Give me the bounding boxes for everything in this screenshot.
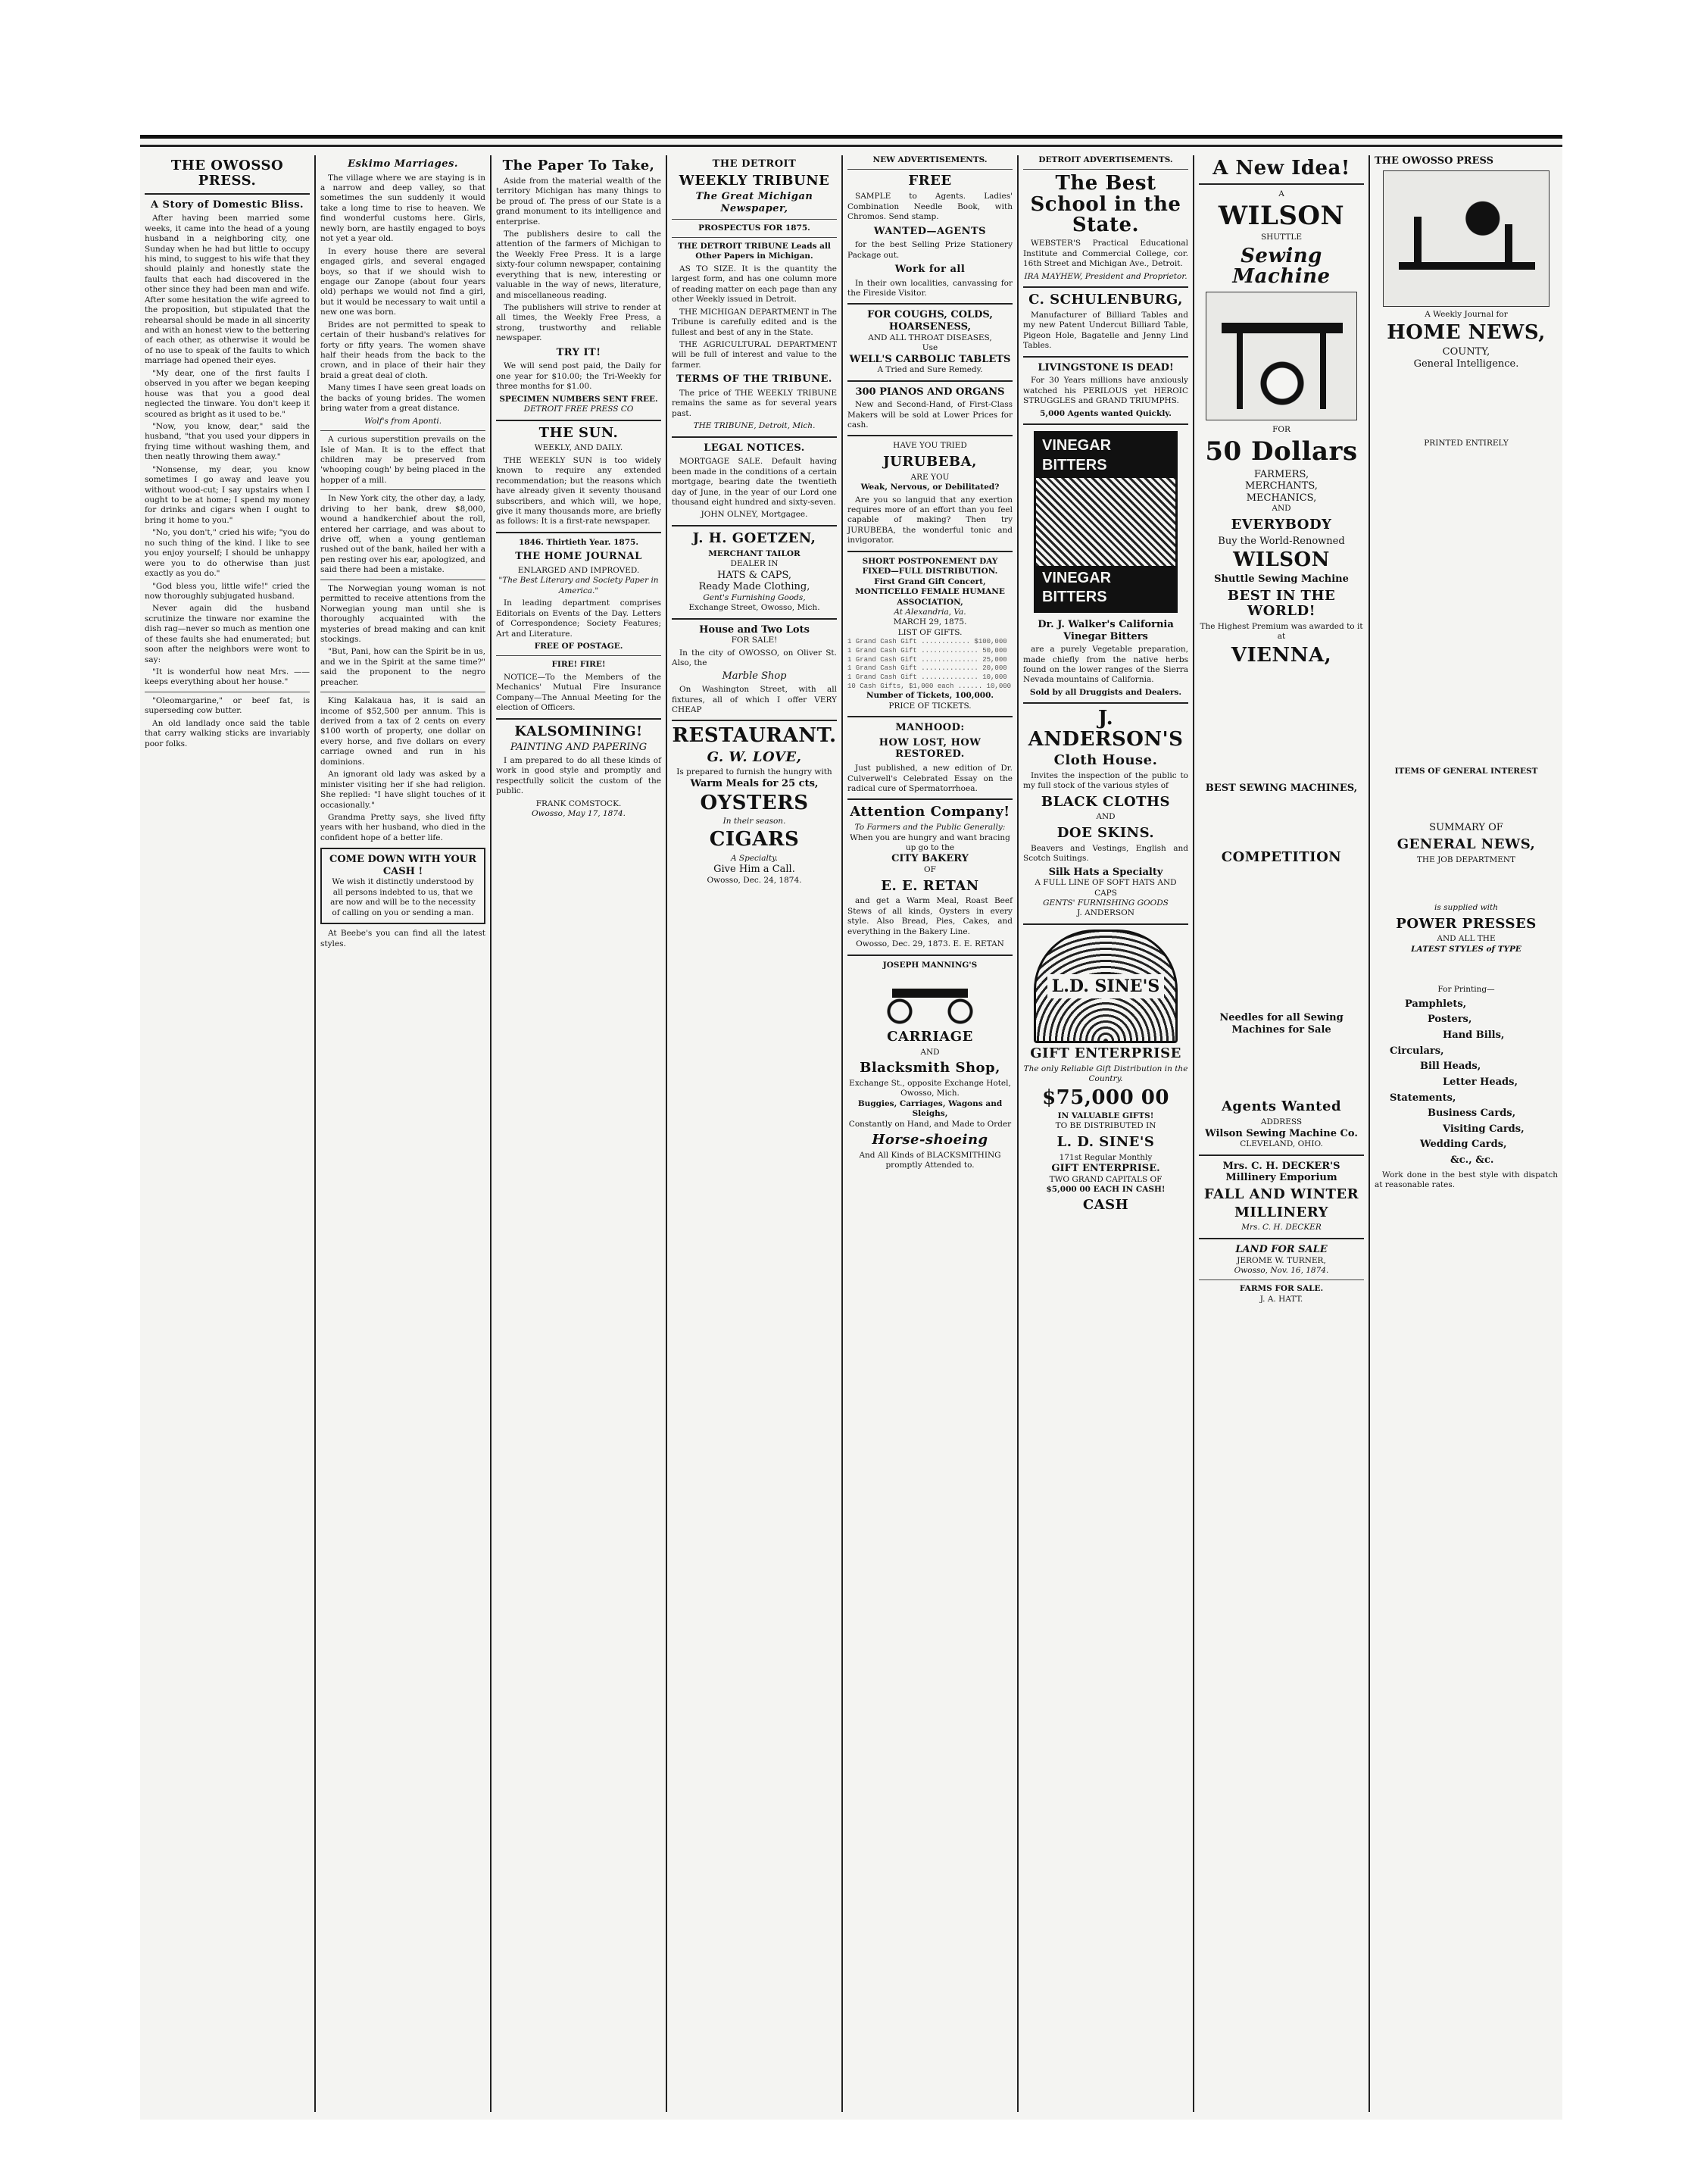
house-lots-title: House and Two Lots (699, 623, 810, 636)
tribune-title: WEEKLY TRIBUNE (679, 172, 830, 189)
carriage-illustration (877, 973, 983, 1026)
prospectus-heading: PROSPECTUS FOR 1875. (698, 223, 810, 233)
gift-enterprise-2: GIFT ENTERPRISE. (1051, 1162, 1160, 1174)
druggists-label: Sold by all Druggists and Dealers. (1029, 687, 1182, 697)
signature: J. A. HATT. (1259, 1294, 1303, 1304)
dealer-label: DEALER IN (730, 559, 779, 569)
ad-text: We wish it distinctly understood by all persons indebted to us, that we are now and will be to the necessity of calling on you or sending a man. (330, 877, 476, 917)
column-4 (667, 155, 843, 2112)
ad-text: are a purely Vegetable preparation, made chiefly from the native herbs found on the lower ranges of the Sierra Nevada mountains of California. (1023, 645, 1188, 685)
tribune-leads: THE DETROIT TRIBUNE Leads all Other Papers in Michigan. (678, 242, 831, 261)
restaurant-title: RESTAURANT. (672, 724, 837, 748)
lost-label: HOW LOST, HOW RESTORED. (879, 736, 982, 761)
divider (847, 955, 1013, 956)
article-paragraph: Many times I have seen great loads on the backs of young brides. The women bring water from a great distance. (320, 383, 485, 414)
price-label: PRICE OF TICKETS. (888, 701, 972, 711)
idea-title: A New Idea! (1212, 157, 1350, 180)
divider (496, 420, 661, 421)
article-paragraph: Aside from the material wealth of the territory Michigan has many things to be proud of. The press of our State is a grand monument to its intelligence and enterprise. (496, 176, 661, 227)
printing-item: Hand Bills, (1443, 1030, 1505, 1042)
use-label: Use (922, 343, 938, 353)
throat-label: AND ALL THROAT DISEASES, (868, 333, 992, 342)
date-line: Owosso, Dec. 24, 1874. (707, 875, 802, 885)
general-news-label: GENERAL NEWS, (1397, 836, 1536, 852)
article-paragraph: An ignorant old lady was asked by a minister visiting her if she had religion. She replied: "I have slight touches of it occasionally." (320, 770, 485, 810)
silk-hats-label: Silk Hats a Specialty (1048, 866, 1163, 878)
article-paragraph: "God bless you, little wife!" cried the now thoroughly subjugated husband. (145, 581, 310, 601)
postage-notice: FREE OF POSTAGE. (534, 641, 623, 651)
attention-title: Attention Company! (850, 804, 1010, 820)
specimen-notice: SPECIMEN NUMBERS SENT FREE. (499, 394, 658, 404)
ad-text: Beavers and Vestings, English and Scotch Suitings. (1023, 843, 1188, 864)
signature: THE TRIBUNE, Detroit, Mich. (693, 421, 816, 431)
tried-label: HAVE YOU TRIED (893, 441, 967, 451)
buy-label: Buy the World-Renowned (1218, 535, 1345, 547)
pianos-label: 300 PIANOS AND ORGANS (855, 386, 1005, 398)
article-credit: Wolf's from Aponti. (364, 416, 442, 426)
article-paragraph: THE MICHIGAN DEPARTMENT in The Tribune is carefully edited and is the fullest and best of any in the State. (672, 307, 837, 337)
divider (1023, 702, 1188, 704)
date-line: Owosso, Nov. 16, 1874. (1234, 1265, 1329, 1275)
carriage-title: CARRIAGE (887, 1028, 973, 1045)
fall-label: FALL AND WINTER (1203, 1186, 1359, 1202)
divider (496, 718, 661, 720)
address-line: Exchange Street, Owosso, Mich. (688, 603, 820, 613)
divider (496, 532, 661, 533)
hungry-label: When you are hungry and want bracing up go to the (850, 833, 1010, 853)
vienna-label: VIENNA, (1231, 643, 1332, 667)
article-paragraph: The village where we are staying is in a narrow and deep valley, so that sometimes the sun suddenly it would take a long time to rise to heaven. We find wonderful customs here. Girls, newly born, are hastily engaged to boys not yet a year old. (320, 173, 485, 244)
a-label: A (1278, 189, 1284, 199)
manning-label: JOSEPH MANNING'S (882, 960, 978, 970)
meals-label: Warm Meals for 25 cts, (690, 777, 819, 789)
terms-heading: TERMS OF THE TRIBUNE. (676, 373, 832, 386)
oysters-label: OYSTERS (700, 791, 809, 814)
styles-label: LATEST STYLES of TYPE (1411, 944, 1521, 954)
tablets-label: WELL'S CARBOLIC TABLETS (849, 353, 1011, 365)
location-label: At Alexandria, Va. (894, 607, 966, 617)
printing-item: Business Cards, (1428, 1108, 1516, 1120)
remedy-label: A Tried and Sure Remedy. (877, 365, 983, 375)
printing-label: For Printing— (1437, 985, 1495, 995)
divider (320, 430, 485, 431)
agents-label: Agents Wanted (1221, 1098, 1342, 1115)
text-placeholder (1375, 776, 1558, 822)
column-2 (316, 155, 492, 2112)
everybody-label: EVERYBODY (1231, 516, 1332, 533)
text-placeholder (1375, 448, 1558, 767)
divider (1199, 1238, 1364, 1239)
call-label: Give Him a Call. (713, 863, 795, 875)
ad-text: SAMPLE to Agents. Ladies' Combination Needle Book, with Chromos. Send stamp. (847, 192, 1013, 222)
divider (672, 720, 837, 721)
gents-label: GENTS' FURNISHING GOODS (1043, 898, 1169, 908)
hand-label: Constantly on Hand, and Made to Order (848, 1119, 1012, 1129)
love-name: G. W. LOVE, (707, 748, 802, 765)
love-text: Is prepared to furnish the hungry with (676, 767, 832, 777)
article-paragraph: I am prepared to do all these kinds of work in good style and promptly and respectfully solicit the custom of the public. (496, 755, 661, 796)
merchants-label: MERCHANTS, (1245, 480, 1318, 492)
divider (672, 525, 837, 526)
text-placeholder (1375, 955, 1558, 985)
tickets-label: Number of Tickets, 100,000. (866, 691, 994, 701)
divider (1199, 183, 1364, 185)
divider (145, 193, 310, 195)
tribune-subtitle: The Great Michigan Newspaper, (695, 191, 813, 214)
ad-text: Manufacturer of Billiard Tables and my new Patent Undercut Billiard Table, Pigeon Hole, Bagatelle and Jenny Lind Tables. (1023, 310, 1188, 351)
department-label: THE JOB DEPARTMENT (1416, 855, 1516, 864)
are-you-label: ARE YOU (910, 472, 950, 482)
buggies-label: Buggies, Carriages, Wagons and Sleighs, (857, 1098, 1003, 1119)
capitals-label: TWO GRAND CAPITALS OF (1049, 1174, 1163, 1184)
ad-text: Are you so languid that any exertion requires more of an effort than you feel capable of making? Then try JURUBEBA, the wonderful tonic and invigorator. (847, 495, 1013, 545)
address-label: ADDRESS (1260, 1117, 1303, 1127)
price-label: 50 Dollars (1205, 436, 1358, 467)
needles-label: Needles for all Sewing Machines for Sale (1219, 1012, 1344, 1036)
hats-label: HATS & CAPS, (716, 569, 792, 581)
text-placeholder (1199, 868, 1364, 1012)
agents-label: 5,000 Agents wanted Quickly. (1040, 408, 1172, 418)
article-paragraph: "But, Pani, how can the Spirit be in us, and we in the Spirit at the same time?" said the proponent to the negro preacher. (320, 647, 485, 687)
section-heading: TRY IT! (556, 346, 601, 358)
newspaper-page (140, 135, 1562, 2120)
article-paragraph: The publishers desire to call the attention of the farmers of Michigan to the Weekly Free Press. It is a large sixty-four column newspaper, containing everything that is new, interesting or valuable in the way of news, literature, and miscellaneous reading. (496, 229, 661, 300)
machine-title: Sewing Machine (1232, 244, 1331, 289)
divider (672, 436, 837, 438)
doe-skins-label: DOE SKINS. (1056, 824, 1155, 841)
for-label: FOR (1272, 425, 1290, 435)
decker-label: Mrs. C. H. DECKER'S (1222, 1160, 1340, 1172)
printing-item: Bill Heads, (1420, 1061, 1481, 1073)
home-journal-title: THE HOME JOURNAL (515, 551, 642, 563)
clothing-label: Ready Made Clothing, (698, 581, 810, 593)
column-1 (140, 155, 316, 2112)
date-line: Owosso, May 17, 1874. (531, 809, 626, 819)
article-paragraph: Grandma Pretty says, she lived fifty years with her husband, who died in the confident hope of a better life. (320, 812, 485, 842)
article-paragraph: The publishers will strive to render at all times, the Weekly Free Press, a strong, trustworthy and reliable newspaper. (496, 303, 661, 343)
amount-label: $75,000 00 (1042, 1086, 1169, 1109)
free-label: FREE (908, 173, 952, 189)
gifts-label: LIST OF GIFTS. (897, 627, 963, 637)
home-journal-subtitle: ENLARGED AND IMPROVED. (517, 565, 640, 575)
retan-name: E. E. RETAN (881, 877, 979, 894)
for-sale-label: FOR SALE! (731, 636, 778, 645)
text-placeholder (1375, 865, 1558, 903)
gift-enterprise-title: GIFT ENTERPRISE (1030, 1045, 1181, 1061)
ad-text: New and Second-Hand, of First-Class Makers will be sold at Lower Prices for cash. (847, 400, 1013, 430)
text-placeholder (1375, 370, 1558, 439)
farm-label: FARMS FOR SALE. (1239, 1284, 1324, 1294)
wilson-title-2: WILSON (1233, 548, 1330, 572)
city-label: CLEVELAND, OHIO. (1240, 1139, 1323, 1149)
land-label: LAND FOR SALE (1235, 1243, 1328, 1255)
fire-heading: FIRE! FIRE! (551, 660, 606, 670)
cigars-label: CIGARS (709, 828, 800, 851)
cash-notice-ad (320, 848, 485, 924)
ad-text: for the best Selling Prize Stationery Package out. (847, 240, 1013, 260)
gift-subtitle: The only Reliable Gift Distribution in the Country. (1023, 1064, 1188, 1084)
divider (847, 169, 1013, 170)
column-6 (1019, 155, 1194, 2112)
printing-item: Circulars, (1390, 1045, 1444, 1057)
sine-gift-illustration (1034, 930, 1178, 1043)
printing-press-illustration (1383, 170, 1550, 307)
divider (847, 435, 1013, 436)
article-headline: The Paper To Take, (502, 158, 655, 173)
article-paragraph: A curious superstition prevails on the Isle of Man. It is to the effect that children may be preserved from 'whooping cough' by being placed in the hopper of a mill. (320, 435, 485, 485)
printing-item: Visiting Cards, (1443, 1123, 1525, 1135)
article-headline: Eskimo Marriages. (348, 158, 458, 170)
kalsomining-subtitle: PAINTING AND PAPERING (510, 742, 648, 754)
award-list-placeholder (1199, 669, 1364, 783)
farmers-label: To Farmers and the Public Generally: (854, 823, 1006, 833)
bakery-label: CITY BAKERY (891, 853, 969, 865)
postponement-label: SHORT POSTPONEMENT DAY FIXED—FULL DISTRIBUTION. (862, 556, 998, 576)
article-paragraph: In leading department comprises Editorials on Events of the Day. Letters of Correspondence; Society Features; Art and Literature. (496, 598, 661, 639)
divider (1023, 356, 1188, 358)
printing-item: Posters, (1428, 1014, 1472, 1026)
section-header: DETROIT ADVERTISEMENTS. (1038, 155, 1173, 164)
items-label: ITEMS OF GENERAL INTEREST (1394, 766, 1538, 776)
article-paragraph: Brides are not permitted to speak to certain of their husband's relatives for forty or fifty years. The women shave half their heads from the back to the crown, and in place of their hair they braid a great deal of cloth. (320, 320, 485, 380)
full-line-label: A FULL LINE OF SOFT HATS AND CAPS (1035, 878, 1177, 898)
distributed-label: TO BE DISTRIBUTED IN (1055, 1121, 1156, 1131)
divider (672, 618, 837, 620)
article-paragraph: "It is wonderful how neat Mrs. —— keeps everything about her house." (145, 667, 310, 687)
smithing-label: And All Kinds of BLACKSMITHING promptly Attended to. (859, 1150, 1001, 1170)
work-label: Work for all (894, 264, 966, 276)
season-label: In their season. (722, 816, 786, 826)
awarded-label: The Highest Premium was awarded to it at (1200, 621, 1363, 642)
divider (1023, 923, 1188, 925)
weekly-label: A Weekly Journal for (1425, 309, 1508, 319)
sun-title: THE SUN. (538, 424, 619, 441)
general-label: General Intelligence. (1413, 358, 1519, 370)
entirely-label: PRINTED ENTIRELY (1424, 438, 1509, 448)
home-journal-quote: "The Best Literary and Society Paper in America." (498, 576, 659, 595)
millinery-label: Millinery Emporium (1225, 1172, 1337, 1184)
column-8 (1370, 155, 1562, 2112)
of-label: OF (924, 865, 936, 875)
wilson-title: WILSON (1218, 200, 1345, 231)
supplied-label: is supplied with (1434, 903, 1498, 913)
anderson-title: J. ANDERSON'S (1028, 707, 1184, 751)
drawing-label: 171st Regular Monthly (1059, 1152, 1153, 1162)
signature: Mrs. C. H. DECKER (1241, 1223, 1322, 1233)
divider (1199, 1154, 1364, 1156)
wanted-label: WANTED—AGENTS (873, 225, 987, 237)
article-paragraph: Never again did the husband scrutinize the tinware nor examine the dish rag—never so much as mention one of these faults she had enumerated; but soon after the neighbors were wont to say: (145, 604, 310, 664)
article-headline: A Story of Domestic Bliss. (150, 198, 304, 211)
shuttle-label: SHUTTLE (1260, 233, 1303, 242)
short-item: "Oleomargarine," or beef fat, is superseding cow butter. (145, 695, 310, 716)
signature: FRANK COMSTOCK. (535, 798, 622, 808)
livingstone-title: LIVINGSTONE IS DEAD! (1038, 361, 1174, 373)
divider (847, 380, 1013, 382)
ad-text: In their own localities, canvassing for the Fireside Visitor. (847, 278, 1013, 298)
sine-name-2: L. D. SINE'S (1056, 1133, 1155, 1150)
divider (1023, 169, 1188, 170)
and-label: AND (1096, 812, 1116, 822)
valuable-label: IN VALUABLE GIFTS! (1057, 1111, 1154, 1120)
printing-item: Wedding Cards, (1420, 1139, 1507, 1151)
ad-title: COME DOWN WITH YOUR CASH ! (329, 854, 476, 877)
school-title: The Best School in the State. (1030, 172, 1181, 237)
divider (672, 219, 837, 220)
article-paragraph: NOTICE—To the Members of the Mechanics' Mutual Fire Insurance Company—The Annual Meeting for the election of Officers. (496, 672, 661, 713)
article-paragraph: The Norwegian young woman is not permitted to receive attentions from the Norwegian young man until she is thoroughly acquainted with the mysteries of bread making and can knit stockings. (320, 583, 485, 644)
best-machines-label: BEST SEWING MACHINES, (1205, 782, 1358, 794)
shoeing-title: Horse-shoeing (872, 1132, 988, 1148)
ad-text: Invites the inspection of the public to my full stock of the various styles of (1023, 770, 1188, 791)
article-paragraph: MORTGAGE SALE. Default having been made in the conditions of a certain mortgage, bearing date the twentieth day of June, in the year of our Lord one thousand eight hundred and sixty-seven. (672, 457, 837, 507)
black-cloths-label: BLACK CLOTHS (1041, 793, 1171, 810)
presses-label: POWER PRESSES (1396, 915, 1537, 932)
date-line: MARCH 29, 1875. (893, 617, 967, 627)
schulenburg-title: C. SCHULENBURG, (1028, 292, 1183, 308)
each-label: $5,000 00 EACH IN CASH! (1046, 1184, 1166, 1194)
article-paragraph: We will send post paid, the Daily for one year for $10.00; the Tri-Weekly for three months for $1.00. (496, 361, 661, 392)
legal-heading: LEGAL NOTICES. (704, 442, 805, 454)
article-paragraph: AS TO SIZE. It is the quantity the largest form, and has one column more of reading matter on each page than any other Weekly issued in Detroit. (672, 264, 837, 305)
summary-label: SUMMARY OF (1429, 822, 1503, 834)
ad-text: and get a Warm Meal, Roast Beef Stews of all kinds, Oysters in every style. Also Bread, Pies, Cakes, and everything in the Bakery Line. (847, 896, 1013, 936)
press-masthead: THE OWOSSO PRESS (1375, 155, 1493, 167)
masthead-rule (140, 145, 1562, 147)
article-paragraph: In the city of OWOSSO, on Oliver St. Also, the (672, 648, 837, 668)
company-label: Wilson Sewing Machine Co. (1205, 1127, 1358, 1139)
signature: IRA MAYHEW, President and Proprietor. (1024, 271, 1187, 281)
coughs-label: FOR COUGHS, COLDS, HOARSENESS, (867, 309, 993, 333)
section-header: NEW ADVERTISEMENTS. (872, 155, 988, 164)
short-item: An old landlady once said the table that carry walking sticks are invariably poor folks. (145, 718, 310, 748)
specialty-label: A Specialty. (730, 853, 778, 863)
text-placeholder (1199, 1036, 1364, 1096)
county-label: COUNTY, (1442, 346, 1490, 358)
bitters-top-label: VINEGAR BITTERS (1036, 433, 1175, 478)
divider (1199, 1279, 1364, 1280)
ad-text: WEBSTER'S Practical Educational Institute and Commercial College, cor. 16th Street and Michigan Ave., Detroit. (1023, 239, 1188, 269)
all-label: AND ALL THE (1437, 934, 1496, 944)
column-5 (843, 155, 1019, 2112)
divider (847, 551, 1013, 552)
column-3 (492, 155, 667, 2112)
article-paragraph: THE WEEKLY SUN is too widely known to require any extended recommendation; but the reasons which have already given it seventy thousand subscribers, and which will, we hope, give it many thousands more, are briefly as follows: It is a first-rate newspaper. (496, 455, 661, 526)
article-paragraph: In New York city, the other day, a lady, driving to her bank, drew $8,000, wound a handkerchief about the roll, entered her carriage, and was about to drive off, when a young gentleman rushed out of the bank, hailed her with a pen resting over his ear, apologized, and said there had been a mistake. (320, 494, 485, 575)
sine-name: L.D. SINE'S (1047, 974, 1164, 998)
article-paragraph: The price of THE WEEKLY TRIBUNE remains the same as for several years past. (672, 388, 837, 418)
concert-label: First Grand Gift Concert, MONTICELLO FEMALE HUMANE ASSOCIATION, (855, 576, 1005, 607)
divider (496, 655, 661, 656)
jurubeba-title: JURUBEBA, (883, 453, 977, 470)
footer-text: Work done in the best style with dispatch at reasonable rates. (1375, 1170, 1558, 1190)
sewing-machine-illustration (1206, 292, 1357, 420)
shuttle-machine-label: Shuttle Sewing Machine (1214, 573, 1349, 586)
bitters-bottom-label: VINEGAR BITTERS (1036, 566, 1175, 611)
tribune-masthead: THE DETROIT (712, 158, 797, 170)
address-line: Exchange St., opposite Exchange Hotel, Owosso, Mich. (849, 1078, 1011, 1098)
article-paragraph: "Nonsense, my dear, you know sometimes I go away and leave you without wood-cut; I say upstairs when I ought to be at home; I spend my money for drinks and cigars when I ought to bring it home to you." (145, 464, 310, 525)
article-paragraph: King Kalakaua has, it is said an income of $52,500 per annum. This is derived from a tax of 2 cents on every $100 worth of property, one dollar on every horse, and five dollars on every carriage owned and run in his dominions. (320, 696, 485, 767)
signature: JOHN OLNEY, Mortgagee. (701, 510, 808, 520)
walker-title: Dr. J. Walker's California Vinegar Bitters (1038, 618, 1174, 642)
article-paragraph: THE AGRICULTURAL DEPARTMENT will be full of interest and value to the farmer. (672, 339, 837, 370)
divider (672, 237, 837, 238)
vinegar-bitters-logo (1034, 431, 1178, 613)
marble-label: Marble Shop (722, 670, 787, 683)
year-line: 1846. Thirtieth Year. 1875. (519, 537, 638, 547)
kalsomining-title: KALSOMINING! (514, 723, 643, 739)
best-label: BEST IN THE WORLD! (1227, 588, 1336, 619)
divider (1023, 286, 1188, 288)
printing-item: Letter Heads, (1443, 1076, 1518, 1088)
divider (847, 716, 1013, 717)
text-placeholder (1199, 794, 1364, 847)
short-item: At Beebe's you can find all the latest styles. (320, 929, 485, 948)
divider (847, 303, 1013, 305)
blacksmith-title: Blacksmith Shop, (860, 1060, 1000, 1076)
manhood-label: MANHOOD: (895, 722, 965, 734)
article-paragraph: In every house there are several engaged girls, and several engaged boys, so that if we should wish to engage our Zanope (about four years old) perhaps we would not find a girl, but it would be necessary to wait until a new one was born. (320, 246, 485, 317)
furnishing-label: Gent's Furnishing Goods, (703, 592, 806, 602)
gift-list: 1 Grand Cash Gift ............ $100,000 1 Grand Cash Gift .............. 50,000 1 Grand Cash Gift .............. 25,000 1 Grand Cash Gift .............. 20,000 1 Grand Cash Gift .............. 10,000 10 Cash Gifts, $1,000 each ...... 10,000 (847, 638, 1012, 690)
goetzen-title: J. H. GOETZEN, (692, 530, 816, 546)
article-paragraph: "Now, you know, dear," said the husband, "that you used your dippers in frying time without washing them, and then neatly throwing them away." (145, 421, 310, 462)
article-paragraph: On Washington Street, with all fixtures, all of which I offer VERY CHEAP (672, 685, 837, 714)
ad-text: For 30 Years millions have anxiously watched his PERILOUS yet HEROIC STRUGGLES and GRAND TRIUMPHS. (1023, 376, 1188, 406)
farmers-label: FARMERS, (1253, 468, 1309, 480)
home-news-label: HOME NEWS, (1387, 321, 1546, 345)
article-paragraph: After having been married some weeks, it came into the head of a young husband in a neighboring city, one Sunday when he had but little to occupy his mind, to suggest to his wife that they should plainly and honestly state the faults that each had discovered in the other since they had been man and wife. After some hesitation the wife agreed to the proposition, but stipulated that the rehearsal should be made in all sincerity and with an honest view to the bettering of each other, as otherwise it would be of no use to speak of the faults to which marriage had opened their eyes. (145, 214, 310, 366)
publisher-name: DETROIT FREE PRESS CO (523, 405, 634, 414)
weak-label: Weak, Nervous, or Debilitated? (860, 483, 1000, 492)
printing-item: Pamphlets, (1405, 998, 1467, 1010)
signature: J. ANDERSON (1077, 908, 1134, 918)
signature: JEROME W. TURNER, (1237, 1255, 1326, 1265)
printing-item: Statements, (1390, 1092, 1456, 1104)
masthead-title: THE OWOSSO PRESS. (170, 158, 284, 189)
printing-item: &c., &c. (1450, 1154, 1494, 1167)
and-label: AND (1272, 504, 1291, 514)
signature: Owosso, Dec. 29, 1873. E. E. RETAN (856, 939, 1004, 949)
and-label: AND (920, 1047, 940, 1057)
divider (320, 489, 485, 490)
sun-subtitle: WEEKLY, AND DAILY. (534, 443, 623, 453)
article-paragraph: "My dear, one of the first faults I observed in you after we began keeping house was that you a good deal neglected the tinware. You don't keep it scoured as bright as it used to be." (145, 368, 310, 419)
divider (1023, 423, 1188, 425)
article-paragraph: "No, you don't," cried his wife; "you do no such thing of the kind. I like to see you enjoy yourself; I should be unhappy were you to do otherwise than just exactly as you do." (145, 528, 310, 579)
cash-label: CASH (1082, 1197, 1129, 1214)
mechanics-label: MECHANICS, (1246, 492, 1317, 504)
clothhouse-title: Cloth House. (1053, 751, 1158, 768)
column-7 (1194, 155, 1370, 2112)
divider (847, 798, 1013, 800)
ad-text: Just published, a new edition of Dr. Culverwell's Celebrated Essay on the radical cure of Spermatorrhoea. (847, 764, 1013, 793)
millinery-title: MILLINERY (1234, 1204, 1328, 1220)
merchant-label: MERCHANT TAILOR (708, 548, 801, 558)
competition-label: COMPETITION (1221, 849, 1342, 866)
